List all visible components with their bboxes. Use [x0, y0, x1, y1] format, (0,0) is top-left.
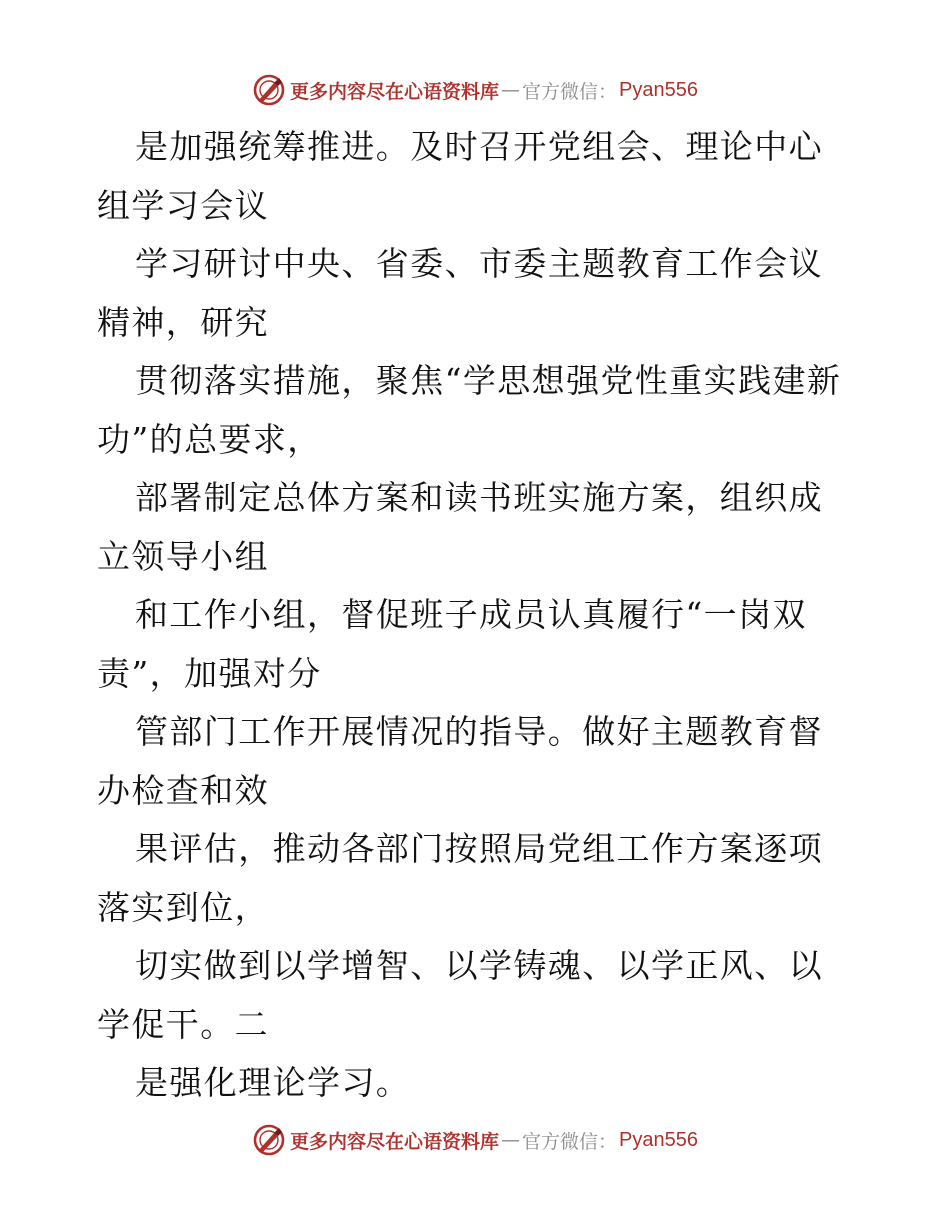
paragraph-9: 是强化理论学习。 [135, 1063, 411, 1102]
banner-separator: — [501, 79, 521, 101]
banner-separator: — [501, 1129, 521, 1151]
paragraph-3: 贯彻落实措施，聚焦“学思想强党性重实践建新功”的总要求， [97, 361, 842, 459]
paragraph-4: 部署制定总体方案和读书班实施方案，组织成立领导小组 [97, 478, 823, 576]
document-body [97, 118, 857, 1113]
pen-circle-logo-icon [252, 1123, 286, 1157]
pen-circle-logo-icon [252, 73, 286, 107]
paragraph-1: 是加强统筹推进。及时召开党组会、理论中心组学习会议 [97, 127, 823, 225]
header-banner [0, 70, 950, 110]
paragraph-7: 果评估，推动各部门按照局党组工作方案逐项落实到位， [97, 829, 823, 927]
paragraph-5: 和工作小组，督促班子成员认真履行“一岗双责”，加强对分 [97, 595, 807, 693]
banner-wechat-label: 官方微信： [522, 80, 618, 103]
banner-slogan: 更多内容尽在心语资料库 [290, 1130, 500, 1153]
paragraph-2: 学习研讨中央、省委、市委主题教育工作会议精神，研究 [97, 244, 823, 342]
banner-wechat-id: Pyan556 [619, 1128, 698, 1151]
footer-banner [0, 1120, 950, 1160]
paragraph-6: 管部门工作开展情况的指导。做好主题教育督办检查和效 [97, 712, 823, 810]
banner-wechat-label: 官方微信： [522, 1130, 618, 1153]
banner-wechat-id: Pyan556 [619, 78, 698, 101]
banner-slogan: 更多内容尽在心语资料库 [290, 80, 500, 103]
paragraph-8: 切实做到以学增智、以学铸魂、以学正风、以学促干。二 [97, 946, 823, 1044]
